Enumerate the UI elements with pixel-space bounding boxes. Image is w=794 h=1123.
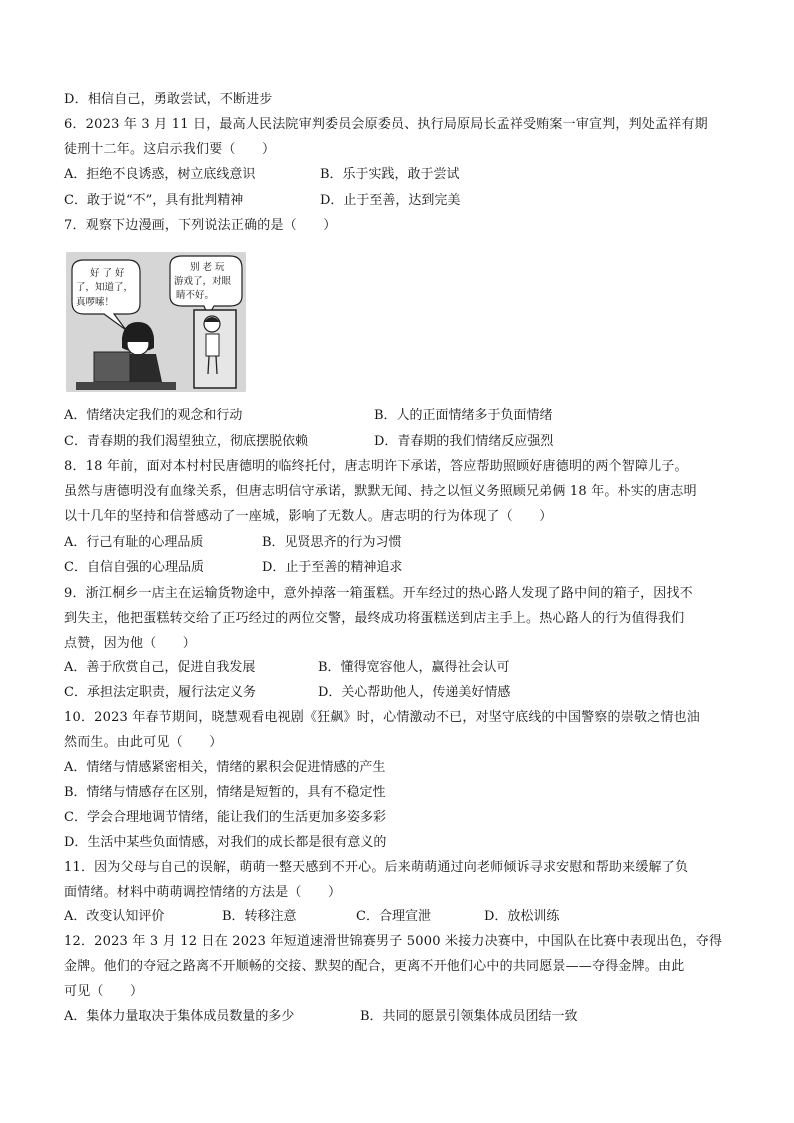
- q6-stem-line2: 徒刑十二年。这启示我们要（ ）: [64, 142, 276, 157]
- q10-option-d: D．生活中某些负面情感，对我们的成长都是很有意义的: [64, 835, 387, 850]
- q11-option-d: D．放松训练: [484, 909, 560, 924]
- boy-bubble-line1: 好 了 好: [90, 268, 125, 279]
- q12-stem-line3: 可见（ ）: [64, 984, 144, 999]
- q7-stem: 7．观察下边漫画，下列说法正确的是（ ）: [64, 218, 337, 233]
- desk: [76, 382, 176, 390]
- boy-bubble-line2: 了，知道了，: [76, 282, 134, 293]
- q10-option-a: A．情绪与情感紧密相关，情绪的累积会促进情感的产生: [64, 760, 386, 775]
- q9-stem-line1: 9．浙江桐乡一店主在运输货物途中，意外掉落一箱蛋糕。开车经过的热心路人发现了路中间的箱子，因找不: [64, 586, 693, 601]
- boy-bubble-line3: 真啰嗦！: [76, 297, 115, 308]
- q7-comic-illustration: [66, 252, 246, 392]
- q10-option-b: B．情绪与情感存在区别，情绪是短暂的，具有不稳定性: [64, 785, 386, 800]
- q11-option-c: C．合理宣泄: [356, 909, 431, 924]
- computer-monitor: [94, 352, 130, 382]
- q12-stem-line1: 12．2023 年 3 月 12 日在 2023 年短道速滑世锦赛男子 5000 米接力决赛中，中国队在比赛中表现出色，夺得: [64, 934, 723, 949]
- q9-stem-line2: 到失主，他把蛋糕转交给了正巧经过的两位交警，最终成功将蛋糕送到店主手上。热心路人的行为值得我们: [64, 611, 685, 626]
- girl-bubble-line1: 别 老 玩: [190, 262, 225, 273]
- q8-option-b: B．见贤思齐的行为习惯: [262, 535, 402, 550]
- q7-option-a: A．情绪决定我们的观念和行动: [64, 408, 243, 423]
- q10-stem-line1: 10．2023 年春节期间，晓慧观看电视剧《狂飙》时，心情激动不已，对坚守底线的中国警察的崇敬之情也油: [64, 710, 700, 725]
- q11-stem-line2: 面情绪。材料中萌萌调控情绪的方法是（ ）: [64, 885, 342, 900]
- q8-stem-line3: 以十几年的坚持和信誉感动了一座城，影响了无数人。唐志明的行为体现了（ ）: [64, 509, 553, 524]
- girl-bubble-line3: 睛不好。: [176, 290, 215, 301]
- q8-option-a: A．行己有耻的心理品质: [64, 535, 204, 550]
- q9-option-d: D．关心帮助他人，传递美好情感: [318, 685, 511, 700]
- q8-option-d: D．止于至善的精神追求: [262, 560, 403, 575]
- q10-option-c: C．学会合理地调节情绪，能让我们的生活更加多姿多彩: [64, 810, 386, 825]
- q6-stem-line1: 6．2023 年 3 月 11 日，最高人民法院审判委员会原委员、执行局原局长孟祥受贿案一审宣判，判处孟祥有期: [64, 117, 708, 132]
- q7-option-b: B．人的正面情绪多于负面情绪: [374, 408, 553, 423]
- q12-option-b: B．共同的愿景引领集体成员团结一致: [360, 1009, 578, 1024]
- comic-drawing: [66, 252, 246, 392]
- q8-stem-line2: 虽然与唐德明没有血缘关系，但唐志明信守承诺，默默无闻、持之以恒义务照顾兄弟俩 18 年。朴实的唐志明: [64, 484, 697, 499]
- q6-option-c: C．敢于说“不”，具有批判精神: [64, 193, 244, 208]
- q10-stem-line2: 然而生。由此可见（ ）: [64, 735, 223, 750]
- q12-option-a: A．集体力量取决于集体成员数量的多少: [64, 1009, 295, 1024]
- q6-option-a: A．拒绝不良诱惑，树立底线意识: [64, 167, 256, 182]
- q8-option-c: C．自信自强的心理品质: [64, 560, 204, 575]
- q9-option-a: A．善于欣赏自己，促进自我发展: [64, 660, 256, 675]
- q11-option-b: B．转移注意: [222, 909, 297, 924]
- q5-option-d: D．相信自己，勇敢尝试，不断进步: [64, 92, 273, 107]
- q9-option-c: C．承担法定职责，履行法定义务: [64, 685, 256, 700]
- q12-stem-line2: 金牌。他们的夺冠之路离不开顺畅的交接、默契的配合，更离不开他们心中的共同愿景——夺得金牌。由此: [64, 959, 685, 974]
- girl-bubble-line2: 游戏了，对眼: [174, 276, 232, 287]
- q8-stem-line1: 8．18 年前，面对本村村民唐德明的临终托付，唐志明许下承诺，答应帮助照顾好唐德明的两个智障儿子。: [64, 459, 688, 474]
- q7-option-d: D．青春期的我们情绪反应强烈: [374, 434, 554, 449]
- q9-stem-line3: 点赞，因为他（ ）: [64, 636, 197, 651]
- q6-option-d: D．止于至善，达到完美: [320, 193, 461, 208]
- q7-option-c: C．青春期的我们渴望独立，彻底摆脱依赖: [64, 434, 308, 449]
- q11-option-a: A．改变认知评价: [64, 909, 165, 924]
- q11-stem-line1: 11．因为父母与自己的误解，萌萌一整天感到不开心。后来萌萌通过向老师倾诉寻求安慰和帮助来缓解了负: [64, 860, 689, 875]
- q6-option-b: B．乐于实践，敢于尝试: [320, 167, 460, 182]
- q9-option-b: B．懂得宽容他人，赢得社会认可: [318, 660, 510, 675]
